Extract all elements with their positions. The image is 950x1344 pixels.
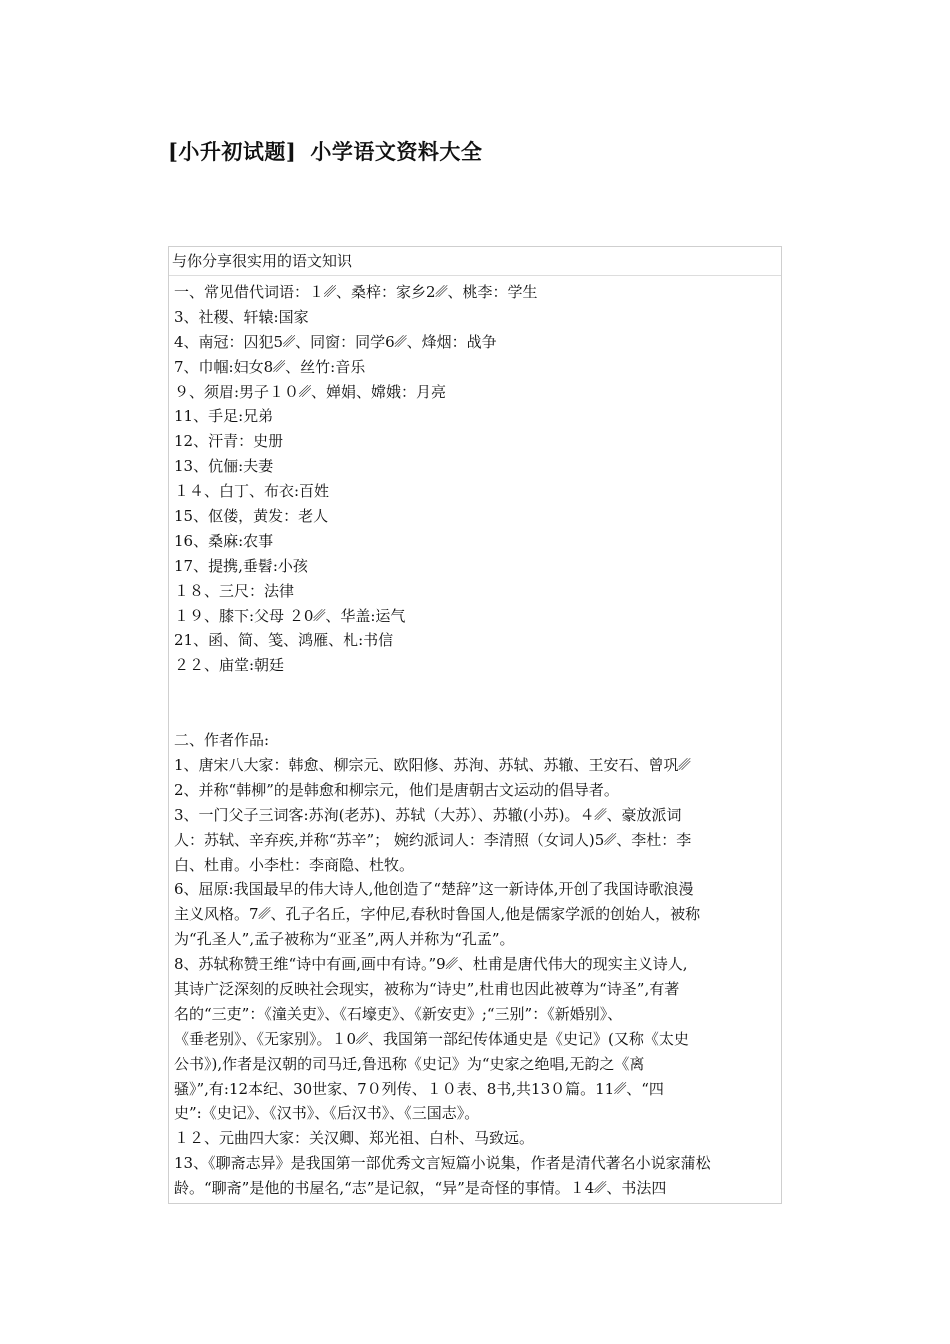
text-line: 其诗广泛深刻的反映社会现实，被称为“诗史”,杜甫也因此被尊为“诗圣”,有著 (174, 979, 680, 998)
text-line: 7、巾帼:妇女8␥、丝竹:音乐 (174, 357, 366, 376)
text-line: １４、白丁、布衣:百姓 (174, 482, 330, 501)
text-line: 16、桑麻:农事 (174, 531, 274, 550)
text-line: １８、三尺：法律 (174, 581, 295, 600)
text-line: 主义风格。7␥、孔子名丘，字仲尼,春秋时鲁国人,他是儒家学派的创始人，被称 (174, 905, 701, 924)
document-title (168, 136, 482, 166)
text-line: 4、南冠：囚犯5␥、同窗：同学6␥、烽烟：战争 (174, 332, 497, 351)
text-line: １９、膝下:父母 ２0␥、华盖:运气 (174, 606, 406, 625)
text-line: 史”:《史记》、《汉书》、《后汉书》、《三国志》。 (174, 1104, 480, 1123)
text-line: 8、苏轼称赞王维“诗中有画,画中有诗。”9␥、杜甫是唐代伟大的现实主义诗人, (174, 955, 688, 974)
text-line: 人：苏轼、辛弃疾,并称“苏辛”； 婉约派词人：李清照（女词人)5␥、李杜：李 (174, 830, 692, 849)
text-line: 17、提携,垂髫:小孩 (174, 556, 308, 575)
title-bracket: [小升初试题] (168, 139, 297, 164)
section-gap (174, 678, 777, 728)
text-line: 1、唐宋八大家：韩愈、柳宗元、欧阳修、苏洵、苏轼、苏辙、王安石、曾巩␥ (174, 755, 691, 774)
text-line: 《垂老别》、《无家别》。１0␥、我国第一部纪传体通史是《史记》(又称《太史 (174, 1029, 689, 1048)
text-line: 骚》”,有:12本纪、30世家、7０列传、１０表、8书,共13０篇。11␥、“四 (174, 1079, 664, 1098)
text-line: 13、《聊斋志异》是我国第一部优秀文言短篇小说集，作者是清代著名小说家蒲松 (174, 1154, 711, 1173)
text-line: 公书》),作者是汉朝的司马迁,鲁迅称《史记》为“史家之绝唱,无韵之《离 (174, 1054, 645, 1073)
text-line: 名的“三吏”：《潼关吏》、《石壕吏》、《新安吏》;“三别”：《新婚别》、 (174, 1004, 623, 1023)
section-borrowed-words (174, 280, 777, 678)
text-line: ９、须眉:男子１０␥、婵娟、嫦娥：月亮 (174, 382, 447, 401)
section-heading: 二、作者作品: (174, 731, 270, 750)
text-line: 3、一门父子三词客:苏洵(老苏)、苏轼（大苏）、苏辙(小苏)。４␥、豪放派词 (174, 805, 682, 824)
text-line: 13、伉俪:夫妻 (174, 457, 274, 476)
text-line: 11、手足:兄弟 (174, 407, 274, 426)
text-line: 白、杜甫。小李杜：李商隐、杜牧。 (174, 855, 415, 874)
text-line: １２、元曲四大家：关汉卿、郑光祖、白朴、马致远。 (174, 1129, 535, 1148)
box-body (169, 276, 781, 1201)
text-line: 12、汗青：史册 (174, 432, 284, 451)
content-box (168, 246, 782, 1204)
box-header: 与你分享很实用的语文知识 (169, 247, 781, 276)
text-line: 为“孔圣人”,孟子被称为“亚圣”,两人并称为“孔孟”。 (174, 930, 515, 949)
text-line: 3、社稷、轩辕:国家 (174, 307, 309, 326)
section-authors-works (174, 728, 777, 1201)
text-line: 一、常见借代词语：１␥、桑梓：家乡2␥、桃李：学生 (174, 283, 538, 301)
text-line: ２２、庙堂:朝廷 (174, 656, 285, 675)
text-line: 6、屈原:我国最早的伟大诗人,他创造了“楚辞”这一新诗体,开创了我国诗歌浪漫 (174, 880, 694, 899)
text-line: 21、函、简、笺、鸿雁、札:书信 (174, 631, 394, 650)
text-line: 15、伛偻，黄发：老人 (174, 507, 329, 526)
title-main: 小学语文资料大全 (310, 139, 483, 164)
text-line: 2、并称“韩柳”的是韩愈和柳宗元，他们是唐朝古文运动的倡导者。 (174, 780, 619, 799)
text-line: 龄。“聊斋”是他的书屋名,“志”是记叙，“异”是奇怪的事情。１4␥、书法四 (174, 1179, 667, 1198)
